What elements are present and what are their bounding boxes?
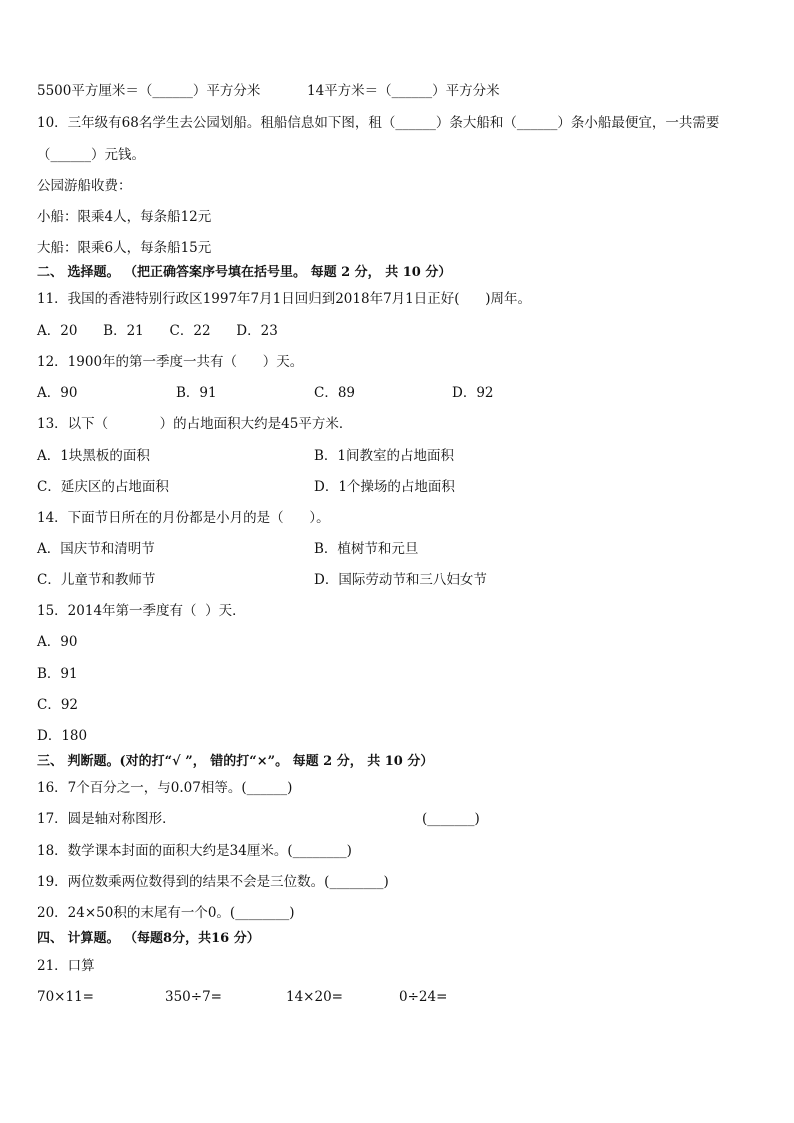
q10-stem: 10．三年级有68名学生去公园划船。租船信息如下图，租（______）条大船和（______）条小船最便宜，一共需要 xyxy=(37,115,720,131)
q17-answer-blank: (_______) xyxy=(422,811,480,827)
q19-stem: 19．两位数乘两位数得到的结果不会是三位数。(________) xyxy=(37,874,389,890)
q15-option-c: C．92 xyxy=(37,697,79,713)
q11-options: A．20 B．21 C．22 D．23 xyxy=(37,323,278,339)
boat-fee-title: 公园游船收费： xyxy=(37,178,132,194)
q14-stem: 14．下面节日所在的月份都是小月的是（ ）。 xyxy=(37,510,330,526)
q14-option-d: D．国际劳动节和三八妇女节 xyxy=(314,572,487,588)
q15-option-a: A．90 xyxy=(37,634,78,650)
q11-stem: 11．我国的香港特别行政区1997年7月1日回归到2018年7月1日正好( )周年。 xyxy=(37,291,532,307)
q9-fill-line-2: 14平方米＝（______）平方分米 xyxy=(307,83,500,99)
calc-item-4: 0÷24= xyxy=(399,989,448,1005)
q21-stem: 21．口算 xyxy=(37,958,95,974)
q12-option-a: A．90 xyxy=(37,385,78,401)
q15-option-b: B．91 xyxy=(37,666,78,682)
q13-option-c: C．延庆区的占地面积 xyxy=(37,479,169,495)
q13-option-a: A．1块黑板的面积 xyxy=(37,448,150,464)
q15-stem: 15．2014年第一季度有（ ）天． xyxy=(37,603,246,619)
section-heading-judge: 三、 判断题。(对的打“√ ”， 错的打“×”。 每题 2 分， 共 10 分） xyxy=(37,754,434,769)
q12-stem: 12．1900年的第一季度一共有（ ）天。 xyxy=(37,354,304,370)
q13-option-b: B．1间教室的占地面积 xyxy=(314,448,455,464)
q12-option-c: C．89 xyxy=(314,385,356,401)
q13-option-d: D．1个操场的占地面积 xyxy=(314,479,455,495)
calc-item-2: 350÷7= xyxy=(165,989,222,1005)
q14-option-a: A．国庆节和清明节 xyxy=(37,541,155,557)
q16-stem: 16．7个百分之一，与0.07相等。(______) xyxy=(37,780,293,796)
q15-option-d: D．180 xyxy=(37,728,88,744)
q12-option-d: D．92 xyxy=(452,385,494,401)
q18-stem: 18．数学课本封面的面积大约是34厘米。(________) xyxy=(37,843,352,859)
q12-option-b: B．91 xyxy=(176,385,217,401)
q9-fill-line-1: 5500平方厘米＝（______）平方分米 xyxy=(37,83,261,99)
q14-option-c: C．儿童节和教师节 xyxy=(37,572,156,588)
q17-stem: 17．圆是轴对称图形． xyxy=(37,811,176,827)
q13-stem: 13．以下（ ）的占地面积大约是45平方米． xyxy=(37,416,353,432)
q20-stem: 20．24×50积的末尾有一个0。(________) xyxy=(37,905,295,921)
q10-stem-cont: （______）元钱。 xyxy=(37,147,145,163)
large-boat-info: 大船：限乘6人，每条船15元 xyxy=(37,240,212,256)
calc-item-3: 14×20= xyxy=(286,989,343,1005)
q14-option-b: B．植树节和元旦 xyxy=(314,541,419,557)
calc-item-1: 70×11= xyxy=(37,989,94,1005)
small-boat-info: 小船：限乘4人，每条船12元 xyxy=(37,209,212,225)
section-heading-calc: 四、 计算题。 （每题8分，共16 分） xyxy=(37,931,260,946)
section-heading-choice: 二、 选择题。 （把正确答案序号填在括号里。 每题 2 分， 共 10 分） xyxy=(37,265,452,280)
